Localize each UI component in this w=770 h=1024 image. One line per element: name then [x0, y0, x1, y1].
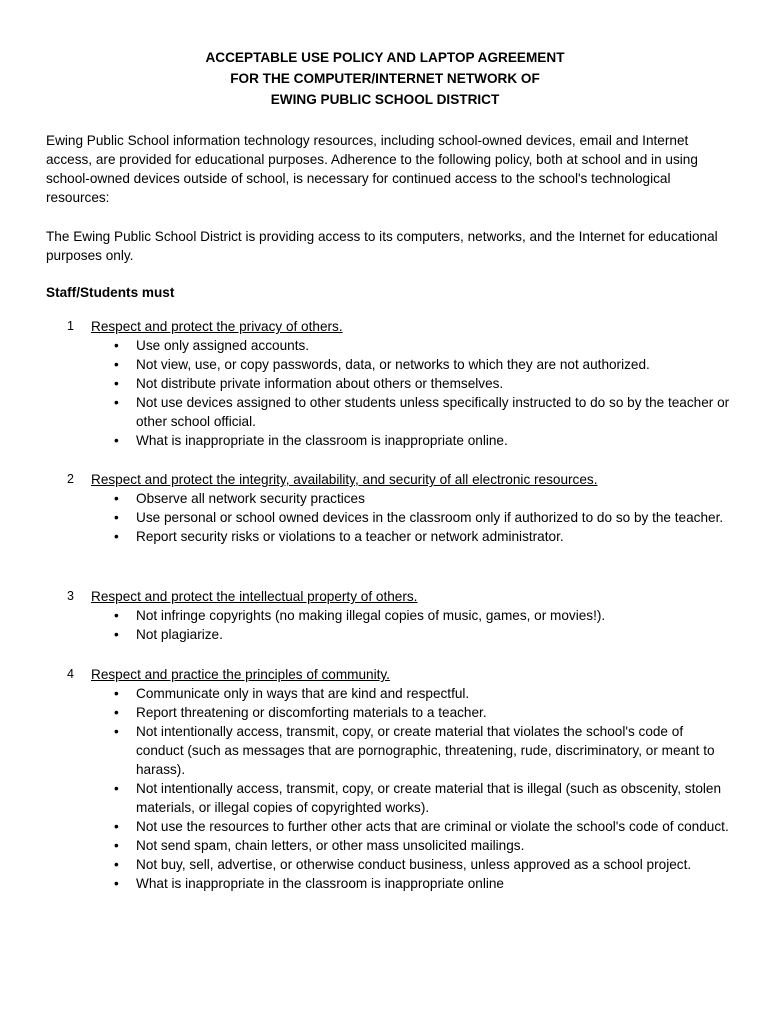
list-item-text: Not intentionally access, transmit, copy, or create material that is illegal (such as obscenity, stolen materials, or illegal copies of copyrighted works).: [136, 781, 722, 815]
bullet-icon: •: [114, 395, 119, 410]
list-item-text: Report security risks or violations to a teacher or network administrator.: [136, 529, 564, 544]
list-item-text: Not distribute private information about others or themselves.: [136, 376, 504, 391]
title-line-3: EWING PUBLIC SCHOOL DISTRICT: [270, 92, 500, 107]
section-number: 2: [67, 472, 74, 486]
list-item-text: Not infringe copyrights (no making illegal copies of music, games, or movies!).: [136, 608, 606, 623]
title-line-1: ACCEPTABLE USE POLICY AND LAPTOP AGREEMENT: [205, 50, 565, 65]
section-title: Respect and practice the principles of community.: [91, 667, 390, 682]
list-item-text: Communicate only in ways that are kind and respectful.: [136, 686, 470, 701]
bullet-icon: •: [114, 357, 119, 372]
bullet-icon: •: [114, 376, 119, 391]
list-item: [0, 874, 770, 893]
bullet-icon: •: [114, 529, 119, 544]
list-item-text: Not use the resources to further other acts that are criminal or violate the school's code of conduct.: [136, 819, 729, 834]
bullet-icon: •: [114, 705, 119, 720]
section-3: [0, 587, 770, 644]
section-number: 4: [67, 667, 74, 681]
list-item: [0, 722, 770, 779]
section-heading: [0, 317, 770, 336]
section-heading: [0, 470, 770, 489]
list-item: [0, 508, 770, 527]
bullet-icon: •: [114, 876, 119, 891]
bullet-icon: •: [114, 686, 119, 701]
bullet-icon: •: [114, 724, 119, 739]
list-item-text: Not view, use, or copy passwords, data, or networks to which they are not authorized.: [136, 357, 650, 372]
section-title: Respect and protect the integrity, availability, and security of all electronic resources.: [91, 472, 598, 487]
list-item-text: What is inappropriate in the classroom is inappropriate online: [136, 876, 504, 891]
section-title: Respect and protect the intellectual property of others.: [91, 589, 418, 604]
section-number: 1: [67, 319, 74, 333]
bullet-icon: •: [114, 627, 119, 642]
section-number: 3: [67, 589, 74, 603]
bullet-icon: •: [114, 781, 119, 796]
list-item: [0, 779, 770, 817]
list-item: [0, 374, 770, 393]
list-item: [0, 527, 770, 546]
list-item: [0, 625, 770, 644]
list-item: [0, 606, 770, 625]
section-list: [0, 336, 770, 450]
list-item: [0, 355, 770, 374]
section-4: [0, 665, 770, 893]
list-item-text: Observe all network security practices: [136, 491, 365, 506]
list-item-text: Not intentionally access, transmit, copy, or create material that violates the school's code of conduct (such as messages that are pornographic, threatening, rude, discriminatory, or meant to harass).: [136, 724, 715, 777]
list-item: [0, 393, 770, 431]
section-list: [0, 684, 770, 893]
bullet-icon: •: [114, 491, 119, 506]
bullet-icon: •: [114, 510, 119, 525]
list-item-text: Use only assigned accounts.: [136, 338, 310, 353]
bullet-icon: •: [114, 819, 119, 834]
bullet-icon: •: [114, 838, 119, 853]
section-heading: [0, 665, 770, 684]
list-item-text: Not buy, sell, advertise, or otherwise conduct business, unless approved as a school project.: [136, 857, 692, 872]
title-line-2: FOR THE COMPUTER/INTERNET NETWORK OF: [230, 71, 540, 86]
list-item: [0, 817, 770, 836]
list-item: [0, 703, 770, 722]
bullet-icon: •: [114, 608, 119, 623]
list-item: [0, 431, 770, 450]
must-heading: Staff/Students must: [46, 285, 175, 300]
list-item-text: Not plagiarize.: [136, 627, 223, 642]
section-heading: [0, 587, 770, 606]
list-item-text: Use personal or school owned devices in the classroom only if authorized to do so by the teacher.: [136, 510, 724, 525]
list-item: [0, 855, 770, 874]
list-item-text: Report threatening or discomforting materials to a teacher.: [136, 705, 487, 720]
list-item: [0, 836, 770, 855]
list-item: [0, 336, 770, 355]
list-item: [0, 489, 770, 508]
section-title: Respect and protect the privacy of others.: [91, 319, 343, 334]
bullet-icon: •: [114, 338, 119, 353]
list-item-text: Not send spam, chain letters, or other mass unsolicited mailings.: [136, 838, 525, 853]
purpose-paragraph: The Ewing Public School District is providing access to its computers, networks, and the Internet for educational purposes only.: [46, 229, 718, 263]
list-item-text: What is inappropriate in the classroom is inappropriate online.: [136, 433, 508, 448]
list-item-text: Not use devices assigned to other students unless specifically instructed to do so by the teacher or other school official.: [136, 395, 730, 429]
bullet-icon: •: [114, 433, 119, 448]
section-1: [0, 317, 770, 450]
section-2: [0, 470, 770, 546]
intro-paragraph: Ewing Public School information technology resources, including school-owned devices, email and Internet access, are provided for educational purposes. Adherence to the following policy, both at school and in using school-owned devices outside of school, is necessary for continued access to the school's technological resources:: [46, 133, 698, 205]
section-list: [0, 606, 770, 644]
list-item: [0, 684, 770, 703]
section-list: [0, 489, 770, 546]
bullet-icon: •: [114, 857, 119, 872]
document-title: [0, 47, 770, 110]
